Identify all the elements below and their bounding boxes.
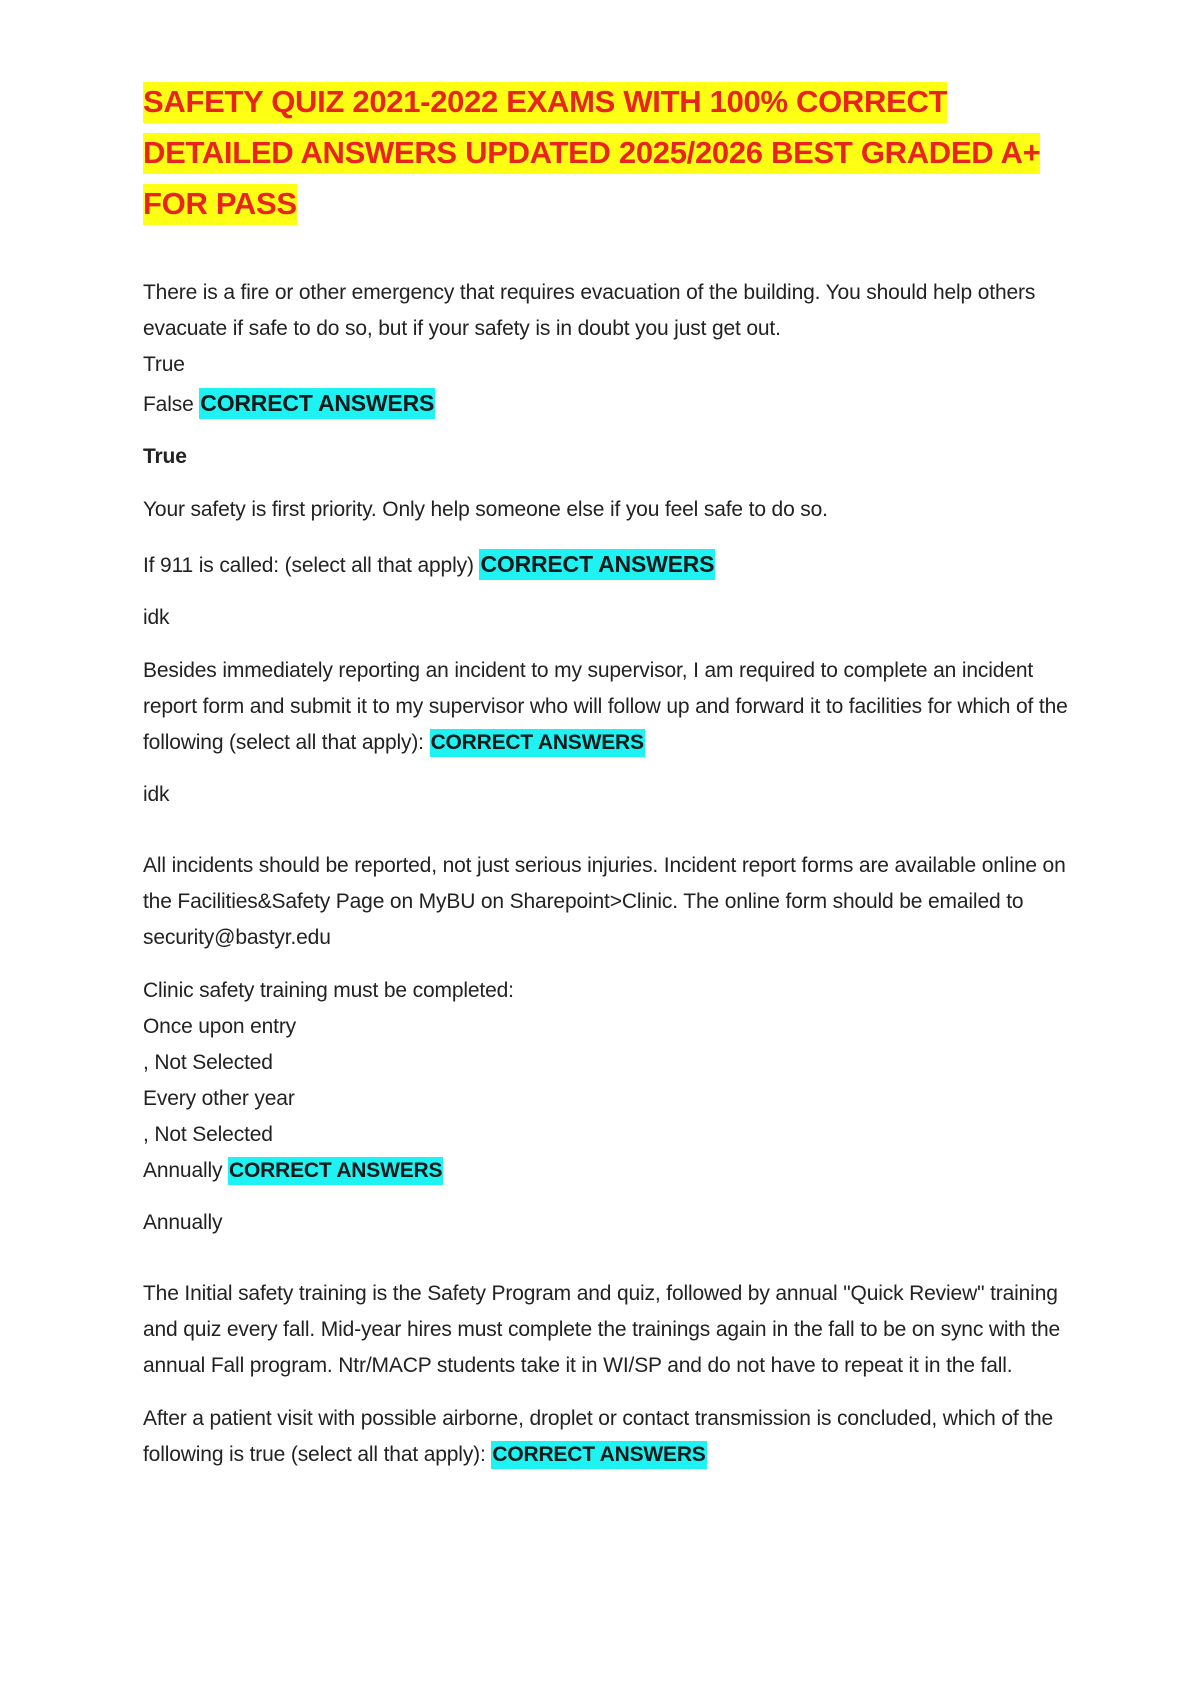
q4-option-annually-line [143,1153,1073,1189]
q2-answer: idk [143,606,170,629]
q5-question: After a patient visit with possible airborne, droplet or contact transmission is concluded, which of the following is true (select all that apply): [143,1407,1054,1466]
correct-answers-tag: CORRECT ANSWERS [199,388,435,419]
correct-answers-tag: CORRECT ANSWERS [430,729,645,757]
document-body [143,275,1073,1473]
q3-explanation: All incidents should be reported, not just serious injuries. Incident report forms are available online on the Facilities&Safety Page on MyBU on Sharepoint>Clinic. The online form should be emailed to security@bastyr.edu [143,854,1066,949]
q4-answer: Annually [143,1211,223,1234]
q1-option-true: True [143,353,185,376]
q4-explanation: The Initial safety training is the Safety Program and quiz, followed by annual "Quick Review" training and quiz every fall. Mid-year hires must complete the trainings again in the fall to be on sync with the annual Fall program. Ntr/MACP students take it in WI/SP and do not have to repeat it in the fall. [143,1282,1061,1377]
correct-answers-tag: CORRECT ANSWERS [491,1441,706,1469]
q1-answer: True [143,445,187,468]
q5-question-line [143,1401,1073,1473]
q1-option-false: False [143,393,194,416]
correct-answers-tag: CORRECT ANSWERS [228,1157,443,1185]
q3-question-line [143,653,1073,761]
q3-question: Besides immediately reporting an incident to my supervisor, I am required to complete an incident report form and submit it to my supervisor who will follow up and forward it to facilities for which of the following (select all that apply): [143,659,1068,754]
q1-explanation: Your safety is first priority. Only help someone else if you feel safe to do so. [143,498,828,521]
document-title-text: SAFETY QUIZ 2021-2022 EXAMS WITH 100% CORRECT DETAILED ANSWERS UPDATED 2025/2026 BEST GRADED A+ FOR PASS [143,82,1040,225]
q4-not-selected-1: , Not Selected [143,1051,273,1074]
q4-option-every-other: Every other year [143,1087,295,1110]
q4-option-once: Once upon entry [143,1015,297,1038]
q2-question: If 911 is called: (select all that apply) [143,554,474,577]
q2-question-line [143,546,1073,584]
q1-option-false-line [143,385,1073,423]
q1-question: There is a fire or other emergency that requires evacuation of the building. You should help others evacuate if safe to do so, but if your safety is in doubt you just get out. [143,281,1036,340]
document-content [143,76,1073,1473]
correct-answers-tag: CORRECT ANSWERS [479,549,715,580]
q4-not-selected-2: , Not Selected [143,1123,273,1146]
q4-question: Clinic safety training must be completed: [143,979,514,1002]
document-title [143,76,1073,229]
q4-option-annually: Annually [143,1159,223,1182]
q3-answer: idk [143,783,170,806]
